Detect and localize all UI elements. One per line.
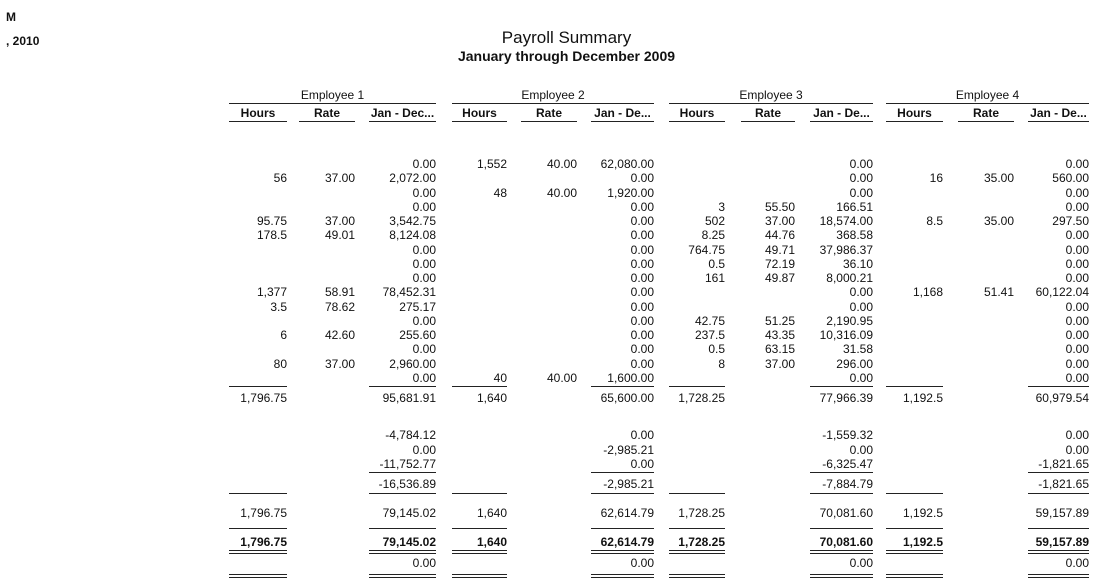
employee-header: Employee 4 — [955, 88, 1020, 102]
table-cell: 44.76 — [764, 228, 795, 243]
table-cell: 95,681.91 — [382, 391, 436, 405]
column-header: Rate — [313, 106, 340, 120]
table-cell: 1,728.25 — [678, 535, 725, 549]
column-header: Rate — [972, 106, 999, 120]
table-cell: 0.00 — [630, 428, 654, 442]
rule — [1028, 493, 1089, 494]
table-cell: 2,960.00 — [389, 356, 436, 371]
table-cell: 0.5 — [708, 256, 725, 271]
rule — [521, 121, 577, 122]
table-cell: 56 — [273, 171, 287, 186]
table-cell: 40.00 — [546, 157, 577, 171]
table-cell: 8.25 — [701, 228, 725, 243]
rule — [669, 103, 873, 104]
table-cell: 0.00 — [412, 242, 436, 257]
table-cell: 0.00 — [630, 171, 654, 186]
rule — [669, 528, 725, 529]
table-cell: 0.00 — [1065, 442, 1089, 457]
rule — [810, 121, 873, 122]
rule — [958, 121, 1014, 122]
table-cell: 60,122.04 — [1035, 285, 1089, 300]
rule — [810, 386, 873, 387]
rule — [591, 386, 654, 387]
table-cell: -6,325.47 — [822, 457, 873, 471]
table-cell: 18,574.00 — [819, 214, 873, 228]
table-cell: 0.00 — [849, 157, 873, 171]
rule — [669, 121, 725, 122]
rule — [229, 493, 287, 494]
table-cell: -16,536.89 — [378, 477, 436, 491]
table-cell: 70,081.60 — [819, 535, 873, 549]
table-cell: 0.00 — [630, 556, 654, 570]
table-cell: 0.00 — [849, 442, 873, 457]
column-header: Hours — [462, 106, 497, 120]
table-cell: 178.5 — [256, 228, 287, 243]
rule — [229, 528, 287, 529]
table-cell: 0.00 — [849, 299, 873, 314]
table-cell: 37,986.37 — [819, 242, 873, 257]
table-cell: 59,157.89 — [1035, 506, 1089, 520]
rule — [452, 103, 654, 104]
table-cell: 60,979.54 — [1035, 391, 1089, 405]
table-cell: -1,821.65 — [1038, 457, 1089, 471]
table-cell: 0.00 — [1065, 185, 1089, 200]
rule — [886, 577, 943, 578]
rule — [1028, 121, 1089, 122]
table-cell: 49.87 — [764, 271, 795, 285]
rule — [369, 553, 436, 554]
table-cell: 0.00 — [849, 370, 873, 385]
rule — [1028, 528, 1089, 529]
table-cell: 51.41 — [983, 285, 1014, 300]
table-cell: 0.00 — [412, 370, 436, 385]
table-cell: 1,920.00 — [607, 185, 654, 200]
employee-header: Employee 1 — [300, 88, 365, 102]
table-cell: 40.00 — [546, 370, 577, 385]
table-cell: 36.10 — [842, 256, 873, 271]
rule — [229, 574, 287, 575]
rule — [669, 577, 725, 578]
table-cell: 1,640 — [476, 506, 507, 520]
rule — [452, 493, 507, 494]
table-cell: 0.00 — [412, 199, 436, 214]
rule — [669, 574, 725, 575]
table-cell: 0.00 — [412, 342, 436, 357]
column-header: Hours — [897, 106, 932, 120]
table-cell: 0.00 — [630, 242, 654, 257]
table-cell: 77,966.39 — [819, 391, 873, 405]
column-header: Rate — [535, 106, 562, 120]
rule — [591, 550, 654, 551]
table-cell: 0.00 — [412, 271, 436, 285]
rule — [669, 386, 725, 387]
rule — [369, 472, 436, 473]
table-cell: 0.00 — [630, 313, 654, 328]
table-cell: 0.00 — [849, 185, 873, 200]
table-cell: 72.19 — [764, 256, 795, 271]
table-cell: 1,377 — [256, 285, 287, 300]
table-cell: 31.58 — [842, 342, 873, 357]
table-cell: 59,157.89 — [1035, 535, 1089, 549]
table-cell: 502 — [704, 214, 725, 228]
table-cell: 0.00 — [1065, 342, 1089, 357]
table-cell: 1,728.25 — [678, 391, 725, 405]
rule — [886, 493, 943, 494]
rule — [369, 386, 436, 387]
table-cell: 166.51 — [836, 199, 873, 214]
rule — [452, 386, 507, 387]
table-cell: 0.00 — [412, 256, 436, 271]
table-cell: 62,614.79 — [600, 535, 654, 549]
table-cell: 2,072.00 — [389, 171, 436, 186]
rule — [591, 493, 654, 494]
table-cell: 2,190.95 — [826, 313, 873, 328]
rule — [741, 121, 795, 122]
table-cell: 35.00 — [983, 214, 1014, 228]
table-cell: 16 — [929, 171, 943, 186]
rule — [229, 103, 436, 104]
table-cell: -4,784.12 — [385, 428, 436, 442]
table-cell: 255.60 — [399, 328, 436, 342]
rule — [452, 577, 507, 578]
table-cell: 49.71 — [764, 242, 795, 257]
table-cell: 1,600.00 — [607, 370, 654, 385]
rule — [229, 121, 287, 122]
table-cell: 0.00 — [1065, 271, 1089, 285]
table-cell: 368.58 — [836, 228, 873, 243]
rule — [452, 574, 507, 575]
table-cell: 1,552 — [476, 157, 507, 171]
table-cell: 0.00 — [1065, 157, 1089, 171]
table-cell: 0.00 — [412, 157, 436, 171]
table-cell: 95.75 — [256, 214, 287, 228]
column-header: Rate — [754, 106, 781, 120]
employee-header: Employee 3 — [739, 88, 803, 102]
table-cell: 0.00 — [1065, 242, 1089, 257]
rule — [886, 550, 943, 551]
table-cell: 0.00 — [1065, 313, 1089, 328]
table-cell: -2,985.21 — [603, 442, 654, 457]
table-cell: -2,985.21 — [603, 477, 654, 491]
table-cell: 37.00 — [764, 214, 795, 228]
rule — [1028, 472, 1089, 473]
table-cell: 40.00 — [546, 185, 577, 200]
column-header: Jan - De... — [1030, 106, 1087, 120]
table-cell: 0.00 — [849, 171, 873, 186]
rule — [886, 121, 943, 122]
rule — [886, 528, 943, 529]
column-header: Jan - De... — [594, 106, 651, 120]
rule — [669, 550, 725, 551]
table-cell: 51.25 — [764, 313, 795, 328]
table-cell: 8 — [718, 356, 725, 371]
table-cell: 0.00 — [630, 228, 654, 243]
rule — [810, 574, 873, 575]
table-cell: 0.00 — [630, 199, 654, 214]
table-cell: 6 — [280, 328, 287, 342]
table-cell: 0.00 — [1065, 370, 1089, 385]
table-cell: 0.00 — [1065, 299, 1089, 314]
column-header: Jan - Dec... — [370, 106, 435, 120]
rule — [591, 528, 654, 529]
rule — [229, 386, 287, 387]
table-cell: 42.60 — [324, 328, 355, 342]
rule — [669, 553, 725, 554]
rule — [452, 553, 507, 554]
table-cell: 80 — [273, 356, 287, 371]
table-cell: 63.15 — [764, 342, 795, 357]
rule — [1028, 550, 1089, 551]
rule — [1028, 574, 1089, 575]
table-cell: 1,192.5 — [902, 391, 943, 405]
table-cell: 0.00 — [849, 556, 873, 570]
table-cell: 0.00 — [630, 457, 654, 471]
table-cell: 0.00 — [1065, 199, 1089, 214]
rule — [591, 553, 654, 554]
column-header: Hours — [679, 106, 715, 120]
rule — [886, 103, 1089, 104]
rule — [810, 577, 873, 578]
rule — [369, 574, 436, 575]
table-cell: 0.5 — [708, 342, 725, 357]
table-cell: 8,000.21 — [826, 271, 873, 285]
table-cell: 1,640 — [476, 535, 507, 549]
employee-header: Employee 2 — [521, 88, 585, 102]
table-cell: 62,614.79 — [600, 506, 654, 520]
table-cell: 297.50 — [1052, 214, 1089, 228]
rule — [810, 472, 873, 473]
table-cell: 55.50 — [764, 199, 795, 214]
table-cell: 58.91 — [324, 285, 355, 300]
rule — [452, 528, 507, 529]
table-cell: 70,081.60 — [819, 506, 873, 520]
rule — [810, 550, 873, 551]
report-subtitle: January through December 2009 — [457, 48, 676, 64]
table-cell: 1,192.5 — [902, 506, 943, 520]
table-cell: 49.01 — [324, 228, 355, 243]
table-cell: 62,080.00 — [600, 157, 654, 171]
table-cell: 0.00 — [630, 285, 654, 300]
table-cell: 0.00 — [1065, 356, 1089, 371]
table-cell: 0.00 — [1065, 556, 1089, 570]
rule — [886, 553, 943, 554]
rule — [369, 577, 436, 578]
column-header: Jan - De... — [813, 106, 870, 120]
corner-time: M — [6, 10, 16, 24]
table-cell: 0.00 — [412, 442, 436, 457]
table-cell: 1,168 — [912, 285, 943, 300]
table-cell: 237.5 — [694, 328, 725, 342]
table-cell: 0.00 — [630, 271, 654, 285]
table-cell: 37.00 — [764, 356, 795, 371]
table-cell: 3.5 — [270, 299, 287, 314]
table-cell: -11,752.77 — [379, 457, 436, 471]
rule — [886, 574, 943, 575]
table-cell: 3,542.75 — [389, 214, 436, 228]
corner-date: , 2010 — [6, 34, 40, 48]
table-cell: 37.00 — [324, 171, 355, 186]
rule — [591, 472, 654, 473]
table-cell: 0.00 — [1065, 228, 1089, 243]
rule — [229, 550, 287, 551]
table-cell: 0.00 — [630, 328, 654, 342]
rule — [810, 553, 873, 554]
table-cell: 35.00 — [983, 171, 1014, 186]
table-cell: 1,796.75 — [240, 506, 287, 520]
table-cell: 37.00 — [324, 356, 355, 371]
rule — [369, 528, 436, 529]
rule — [591, 574, 654, 575]
table-cell: 40 — [493, 370, 507, 385]
rule — [1028, 577, 1089, 578]
table-cell: 0.00 — [412, 556, 436, 570]
table-cell: 10,316.09 — [819, 328, 873, 342]
table-cell: 1,728.25 — [678, 506, 725, 520]
table-cell: 0.00 — [630, 214, 654, 228]
table-cell: 1,796.75 — [240, 391, 287, 405]
table-cell: 0.00 — [1065, 256, 1089, 271]
column-header: Hours — [240, 106, 276, 120]
table-cell: 0.00 — [630, 342, 654, 357]
table-cell: 764.75 — [688, 242, 725, 257]
report-title: Payroll Summary — [501, 28, 632, 47]
table-cell: -1,821.65 — [1038, 477, 1089, 491]
table-cell: 0.00 — [630, 356, 654, 371]
table-cell: 560.00 — [1052, 171, 1089, 186]
table-cell: -1,559.32 — [822, 428, 873, 442]
table-cell: 0.00 — [1065, 428, 1089, 442]
table-cell: 43.35 — [764, 328, 795, 342]
table-cell: 8.5 — [926, 214, 943, 228]
rule — [369, 550, 436, 551]
table-cell: 1,640 — [476, 391, 507, 405]
rule — [369, 121, 436, 122]
table-cell: 3 — [718, 199, 725, 214]
rule — [1028, 386, 1089, 387]
table-cell: 78.62 — [324, 299, 355, 314]
rule — [591, 121, 654, 122]
table-cell: 0.00 — [849, 285, 873, 300]
table-cell: 0.00 — [630, 256, 654, 271]
rule — [886, 386, 943, 387]
table-cell: 48 — [493, 185, 507, 200]
table-cell: 37.00 — [324, 214, 355, 228]
table-cell: 275.17 — [399, 299, 436, 314]
table-cell: 0.00 — [630, 299, 654, 314]
table-cell: 0.00 — [412, 313, 436, 328]
rule — [229, 577, 287, 578]
table-cell: 8,124.08 — [389, 228, 436, 243]
table-cell: -7,884.79 — [822, 477, 873, 491]
rule — [591, 577, 654, 578]
table-cell: 296.00 — [836, 356, 873, 371]
table-cell: 79,145.02 — [382, 535, 436, 549]
table-cell: 42.75 — [694, 313, 725, 328]
rule — [299, 121, 355, 122]
table-cell: 0.00 — [412, 185, 436, 200]
rule — [669, 493, 725, 494]
rule — [369, 493, 436, 494]
table-cell: 65,600.00 — [600, 391, 654, 405]
rule — [810, 493, 873, 494]
table-cell: 0.00 — [1065, 328, 1089, 342]
table-cell: 1,192.5 — [902, 535, 943, 549]
rule — [452, 550, 507, 551]
rule — [452, 121, 507, 122]
rule — [810, 528, 873, 529]
table-cell: 78,452.31 — [382, 285, 436, 300]
table-cell: 161 — [704, 271, 725, 285]
table-cell: 79,145.02 — [382, 506, 436, 520]
table-cell: 1,796.75 — [240, 535, 287, 549]
rule — [229, 553, 287, 554]
rule — [1028, 553, 1089, 554]
